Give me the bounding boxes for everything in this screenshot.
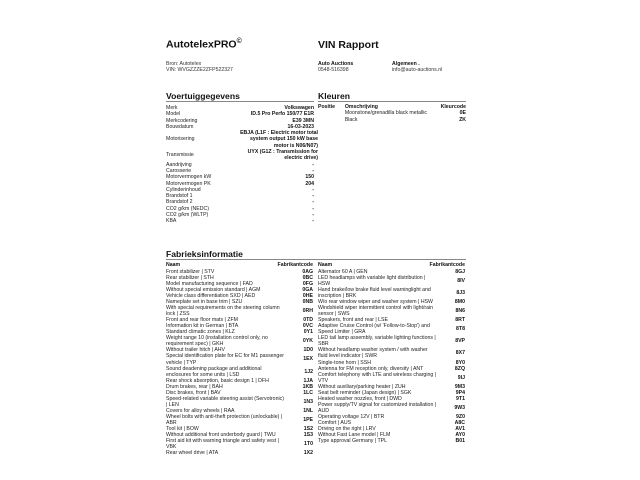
color-row: Moonstone/grenadilla black metallic 0E <box>344 110 466 117</box>
factory-item-code: 1EX <box>303 356 313 363</box>
factory-item-name: Without additional front underbody guard | TWU <box>166 432 276 439</box>
factory-item-code: 0FG <box>302 280 313 287</box>
factory-item-name: Special identification plate for EC for M1 passenger vehicle | TYP <box>166 353 284 366</box>
factory-item-name: Windshield wiper intermittent control with light/rain sensor | SWS <box>318 305 434 318</box>
factory-item-code: 8T8 <box>456 326 465 333</box>
company-block <box>318 61 353 74</box>
factory-item-name: Without auxiliary/parking heater | ZUH <box>318 383 406 390</box>
vin-line: VIN: WVGZZZE2ZFP522327 <box>166 67 233 74</box>
factory-item-name: Comfort | AUS <box>318 419 352 426</box>
factory-item <box>166 450 313 456</box>
factory-item <box>166 438 313 450</box>
factory-item <box>318 275 465 287</box>
vehicle-row-cylinder: Cylinderinhoud - <box>166 186 314 193</box>
factory-item-name: Without trailer hitch | AHV <box>166 347 226 354</box>
source-line: Bron: Autotelex <box>166 61 202 67</box>
factory-item-name: Sound deadening package and additional enclosures for some units | LSD <box>166 365 262 378</box>
factory-item-code: 1S3 <box>303 432 313 439</box>
factory-list-left-header: Naam Fabrikantcode <box>166 262 313 268</box>
factory-item-name: Power supply/TV signal for customized installation | AUD <box>318 401 437 414</box>
factory-item-code: AV1 <box>455 426 465 433</box>
vehicle-row-pk: Motorvermogen PK 204 <box>166 180 314 187</box>
factory-item-code: A8C <box>454 419 465 426</box>
factory-item-code: 1LC <box>303 389 313 396</box>
color-row: Black ZK <box>344 116 466 123</box>
source-block <box>166 61 233 74</box>
factory-item-code: AY0 <box>455 432 465 439</box>
colors-section-title: Kleuren <box>318 91 350 101</box>
factory-item-name: Rear wheel drive | ATA <box>166 450 219 457</box>
factory-item-code: 1D0 <box>303 347 313 354</box>
vehicle-row-transmissie: Transmissie UYX (G1Z : Transmission for electric drive) <box>166 149 318 162</box>
factory-item-code: 0YK <box>302 338 313 345</box>
factory-item-code: 8J3 <box>456 289 465 296</box>
vehicle-row-aandrijving: Aandrijving - <box>166 161 314 168</box>
contact-email[interactable]: info@auto-auctions.nl <box>392 67 443 74</box>
factory-item <box>166 396 313 408</box>
factory-item-name: Hand brake/low brake fluid level warninglight and inscription | BRK <box>318 286 431 299</box>
factory-item-code: 8ZQ <box>454 365 465 372</box>
factory-item-name: W/o rear window wiper and washer system | HSW <box>318 299 433 306</box>
factory-item-code: 1JA <box>303 377 313 384</box>
factory-item-code: B01 <box>455 438 465 445</box>
factory-item-name: Without headlamp washer system / with washer fluid level indicator | SWR <box>318 347 428 360</box>
factory-item <box>318 335 465 347</box>
factory-item-code: 0NB <box>302 299 313 306</box>
factory-item-code: 0GA <box>302 286 313 293</box>
factory-item <box>166 305 313 317</box>
company-phone: 0548-516398 <box>318 67 349 74</box>
factory-item-code: 8IV <box>457 277 465 284</box>
factory-item <box>318 347 465 359</box>
factory-item-name: Type approval Germany | TPL <box>318 438 388 445</box>
colors-divider <box>318 101 466 102</box>
factory-item-code: 1NL <box>303 407 313 414</box>
factory-item-name: Heated washer nozzles, front | DWD <box>318 395 402 402</box>
factory-item-code: 0Y1 <box>303 329 313 336</box>
factory-item <box>318 372 465 384</box>
factory-item <box>318 305 465 317</box>
report-title: VIN Rapport <box>318 39 379 51</box>
factory-item-name: Front stabilizer | STV <box>166 268 215 275</box>
factory-item-name: Covers for alloy wheels | RAA <box>166 407 235 414</box>
factory-item-code: 1PE <box>303 416 313 423</box>
factory-item-name: Seat belt reminder (Japan design) | SGK <box>318 389 412 396</box>
factory-item <box>318 438 465 444</box>
factory-item-code: 9W3 <box>454 404 465 411</box>
vehicle-row-brandstof1: Brandstof 1 - <box>166 193 314 200</box>
vehicle-row-co2-wltp: CO2 g/km (WLTP) - <box>166 212 314 219</box>
factory-item-name: Operating voltage 12V | BTR <box>318 413 385 420</box>
factory-list-right-header: Naam Fabrikantcode <box>318 262 465 268</box>
vehicle-row-merk: Merk Volkswagen <box>166 105 314 111</box>
factory-item <box>166 335 313 347</box>
vehicle-row-motorisering: Motorisering EBJA (L1F : Electric motor total system output 150 kW base motor is N06/N07) <box>166 130 318 149</box>
factory-divider <box>166 259 466 260</box>
factory-item <box>166 414 313 426</box>
factory-item-name: Rear stabilizer | STH <box>166 274 214 281</box>
vehicle-row-co2-nedc: CO2 g/km (NEDC) - <box>166 205 314 212</box>
vehicle-row-kba: KBA - <box>166 218 314 225</box>
factory-item-name: Tool kit | BOW <box>166 426 199 433</box>
factory-item-name: Single-tone horn | SSH <box>318 359 371 366</box>
factory-item-code: 8GJ <box>455 268 465 275</box>
factory-item-code: 9M3 <box>454 383 465 390</box>
factory-item-name: Without Fast Lane model | FLM <box>318 432 391 439</box>
vehicle-row-bouwdatum: Bouwdatum 16-03-2023 <box>166 123 314 130</box>
copyright-mark: © <box>236 38 242 45</box>
factory-item-name: Disc brakes, front | BAV <box>166 389 221 396</box>
factory-item-code: 0TD <box>303 317 313 324</box>
factory-item-name: First aid kit with warning triangle and safety vest | VBK <box>166 438 279 451</box>
contact-block <box>392 61 442 74</box>
factory-item-name: Rear shock absorption, basic design 1 | DFH <box>166 377 269 384</box>
factory-item-code: 9Z0 <box>456 413 465 420</box>
brand-title: AutotelexPRO© <box>166 38 242 51</box>
factory-item <box>318 402 465 414</box>
vehicle-section-title: Voertuiggegevens <box>166 91 240 101</box>
vehicle-divider <box>166 101 314 102</box>
factory-item-name: LED headlamps with variable light distribution | HSW <box>318 274 426 287</box>
colors-table-header: Positie Omschrijving Kleurcode <box>318 104 466 110</box>
factory-item-name: Speed-related variable steering assist (Servotronic) | LEN <box>166 395 284 408</box>
factory-item-code: 1J2 <box>304 368 313 375</box>
factory-item-name: Adaptive Cruise Control (w/ 'Follow-to-Stop') and Speed Limiter | GRA <box>318 323 430 336</box>
factory-item-name: Speakers, front and rear | LSE <box>318 317 388 324</box>
factory-item-code: 1KB <box>302 383 313 390</box>
factory-item-name: Weight range 10 (installation control only, no requirement spec) | GKH <box>166 335 268 348</box>
vehicle-row-merkcodering: Merkcodering E39 3MN <box>166 117 314 124</box>
vehicle-row-kw: Motorvermogen kW 150 <box>166 174 314 181</box>
factory-item-name: Information kit in German | BTA <box>166 323 239 330</box>
vehicle-row-brandstof2: Brandstof 2 - <box>166 199 314 206</box>
factory-item <box>318 287 465 299</box>
factory-item <box>318 323 465 335</box>
factory-item-code: 8RT <box>455 317 465 324</box>
factory-item-code: 8X7 <box>455 350 465 357</box>
factory-item-name: Front and rear floor mats | ZFM <box>166 317 238 324</box>
factory-item-name: Alternator 60 A | GEN <box>318 268 368 275</box>
factory-item-code: 1N3 <box>303 398 313 405</box>
factory-item-code: 1S2 <box>303 426 313 433</box>
factory-item-name: Standard climatic zones | KLZ <box>166 329 235 336</box>
factory-item-name: With special requirements on the steering column lock | ZSS <box>166 305 280 318</box>
factory-item-code: 8Y0 <box>455 359 465 366</box>
factory-item-code: 9T1 <box>456 395 465 402</box>
factory-section-title: Fabrieksinformatie <box>166 249 243 259</box>
factory-item-name: Comfort telephony with LTE and wireless charging | VTV <box>318 371 437 384</box>
factory-item-code: 1X2 <box>303 450 313 457</box>
factory-item-code: 0BC <box>302 274 313 281</box>
vehicle-row-model: Model ID.5 Pro Perfo 150/77 E1R <box>166 111 314 118</box>
factory-item-name: Model manufacturing sequence | FAD <box>166 280 253 287</box>
vehicle-row-carosserie: Carosserie - <box>166 167 314 174</box>
factory-item-name: Wheel bolts with anti-theft protection (unlockable) | ABR <box>166 413 283 426</box>
factory-list-right <box>318 262 465 444</box>
general-label: Algemeen . <box>392 61 420 67</box>
factory-item-name: Vehicle class differentiation SXD | AED <box>166 292 256 299</box>
factory-item-name: Nameplate set in base trim | SZU <box>166 299 243 306</box>
factory-item-name: LED tail lamp assembly, variable lighting functions | SBR <box>318 335 436 348</box>
factory-item <box>166 353 313 365</box>
factory-item-code: 0VC <box>302 323 313 330</box>
factory-item-name: Antenna for FM reception only, diversity | ANT <box>318 365 424 372</box>
factory-item-code: 0AG <box>302 268 313 275</box>
factory-item-code: 8N6 <box>455 308 465 315</box>
factory-list-left <box>166 262 313 456</box>
colors-table <box>318 104 466 123</box>
factory-item-name: Driving on the right | LRV <box>318 426 376 433</box>
factory-item-code: 8M0 <box>454 299 465 306</box>
factory-item-name: Drum brakes, rear | BAH <box>166 383 223 390</box>
factory-item-code: 0HE <box>302 292 313 299</box>
factory-item-code: 8VP <box>455 338 465 345</box>
factory-item-code: 0RH <box>302 308 313 315</box>
factory-item <box>166 366 313 378</box>
factory-item-code: 1T0 <box>304 441 313 448</box>
factory-item-name: Without special emission standard | AGM <box>166 286 261 293</box>
company-name: Auto Auctions <box>318 61 354 67</box>
factory-item-code: 9P4 <box>455 389 465 396</box>
vehicle-data-table <box>166 105 318 225</box>
factory-item-code: 9IJ <box>457 374 465 381</box>
